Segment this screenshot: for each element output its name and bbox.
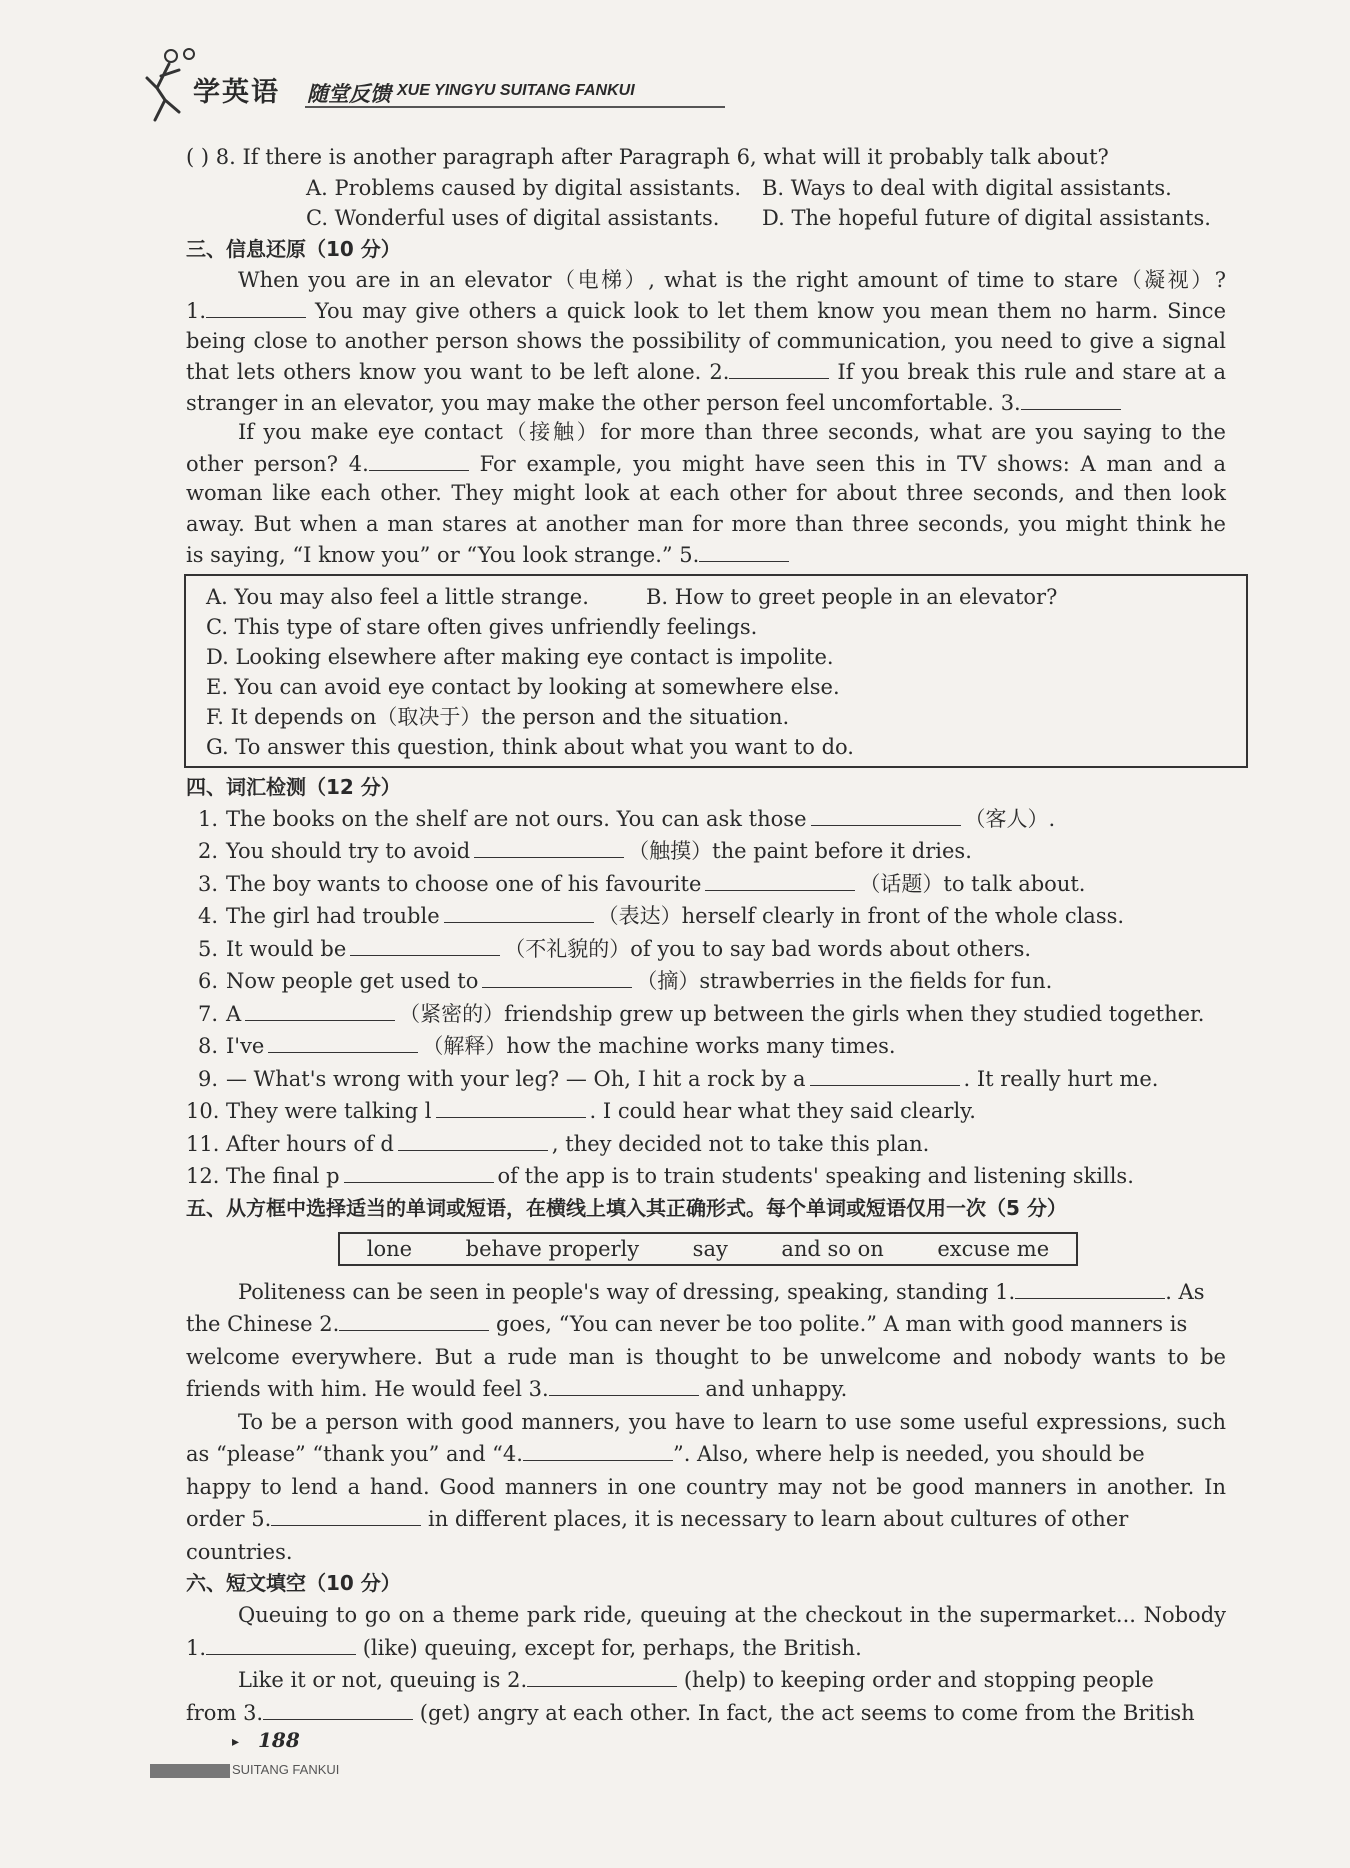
- s6-line: [186, 1664, 1226, 1697]
- item-text: （紧密的）friendship grew up between the girls when they studied together.: [399, 1001, 1205, 1026]
- item-text: （话题）to talk about.: [859, 871, 1086, 896]
- s3-line: away. But when a man stares at another man for more than three seconds, you might think he: [186, 511, 1226, 536]
- s5-text: friends with him. He would feel: [186, 1377, 522, 1401]
- item-text: , they decided not to take this plan.: [551, 1131, 930, 1156]
- answer-bracket[interactable]: ( ): [186, 145, 210, 169]
- page-content: [186, 142, 1226, 1729]
- vocab-list: [186, 803, 1226, 1193]
- s5-text: as “please” “thank you” and “: [186, 1442, 503, 1466]
- answer-blank[interactable]: [436, 1095, 586, 1118]
- answer-blank[interactable]: [474, 835, 624, 858]
- vocab-item: [186, 965, 1226, 998]
- vocab-item: [186, 1030, 1226, 1063]
- q8-options-row1: [186, 173, 1226, 204]
- answer-blank[interactable]: [705, 868, 855, 891]
- s5-text: the Chinese: [186, 1312, 313, 1336]
- item-text: A: [226, 1001, 242, 1026]
- s5-text: order: [186, 1507, 245, 1531]
- item-text: . It really hurt me.: [963, 1066, 1159, 1091]
- s3-line: [186, 356, 1226, 387]
- blank-number: 5.: [251, 1507, 272, 1531]
- footer-label: SUITANG FANKUI: [232, 1762, 340, 1777]
- item-text: of the app is to train students' speaking and listening skills.: [497, 1164, 1134, 1188]
- item-number: 10.: [186, 1099, 220, 1123]
- item-number: 11.: [186, 1131, 220, 1156]
- item-text: （不礼貌的）of you to say bad words about others.: [504, 936, 1032, 961]
- s5-text: in different places, it is necessary to learn about cultures of other: [428, 1507, 1129, 1531]
- blank-number: 2.: [709, 360, 730, 384]
- answer-blank[interactable]: [369, 448, 469, 471]
- item-text: It would be: [226, 936, 347, 961]
- s5-line: [186, 1503, 1226, 1536]
- blank-number: 4.: [348, 451, 369, 476]
- word-option: and so on: [781, 1236, 884, 1261]
- s3-line: When you are in an elevator（电梯）, what is the right amount of time to stare（凝视）?: [238, 267, 1226, 292]
- s5-line: welcome everywhere. But a rude man is thought to be unwelcome and nobody wants to be: [186, 1344, 1226, 1369]
- blank-number: 1.: [186, 299, 207, 323]
- header-rule: [305, 106, 725, 108]
- blank-number: 1.: [995, 1279, 1016, 1304]
- s5-text: and unhappy.: [705, 1377, 848, 1401]
- item-number: 7.: [197, 1001, 218, 1026]
- vocab-item: [186, 868, 1226, 901]
- item-text: The books on the shelf are not ours. You can ask those: [226, 806, 807, 831]
- q8-option-c[interactable]: C. Wonderful uses of digital assistants.: [306, 206, 720, 230]
- item-number: 1.: [197, 806, 218, 831]
- blank-number: 2.: [507, 1668, 528, 1692]
- s5-text: Politeness can be seen in people's way of dressing, speaking, standing: [238, 1279, 989, 1304]
- answer-blank[interactable]: [549, 1373, 699, 1396]
- word-option: behave properly: [465, 1236, 640, 1261]
- vocab-item: [186, 1160, 1226, 1193]
- item-text: After hours of d: [226, 1131, 394, 1156]
- q8-question: [186, 142, 1226, 173]
- vocab-item: [186, 835, 1226, 868]
- item-number: 12.: [186, 1164, 220, 1188]
- vocab-item: [186, 933, 1226, 966]
- word-option: excuse me: [937, 1236, 1050, 1261]
- q8-option-a[interactable]: A. Problems caused by digital assistants.: [306, 175, 742, 200]
- answer-blank[interactable]: [699, 539, 789, 562]
- option-g: G. To answer this question, think about what you want to do.: [206, 734, 854, 759]
- item-text: The girl had trouble: [226, 904, 440, 928]
- page-footer: [150, 1728, 450, 1788]
- s6-text: from: [186, 1700, 237, 1725]
- blank-number: 3.: [1000, 390, 1021, 415]
- option-a: A. You may also feel a little strange.: [206, 584, 589, 609]
- q8-option-d[interactable]: D. The hopeful future of digital assistants.: [762, 206, 1211, 230]
- page-number: 188: [258, 1728, 300, 1752]
- vocab-item: [186, 900, 1226, 933]
- s5-line: [186, 1438, 1226, 1471]
- answer-blank[interactable]: [523, 1438, 673, 1461]
- answer-blank[interactable]: [263, 1697, 413, 1720]
- brand-title: 学英语: [193, 77, 280, 108]
- answer-blank[interactable]: [344, 1160, 494, 1183]
- section-4-title: 四、词汇检测（12 分）: [186, 774, 401, 799]
- s5-line: [186, 1373, 1226, 1406]
- s3-text: that lets others know you want to be left alone.: [186, 360, 702, 384]
- item-text: （摘）strawberries in the fields for fun.: [636, 969, 1053, 993]
- vocab-item: [186, 1128, 1226, 1161]
- runner-logo-icon: [135, 48, 199, 126]
- option-c: C. This type of stare often gives unfriendly feelings.: [206, 614, 758, 639]
- s3-text: For example, you might have seen this in TV shows: A man and a: [479, 451, 1226, 476]
- item-text: （表达）herself clearly in front of the whole class.: [597, 904, 1125, 928]
- blank-number: 5.: [679, 543, 700, 567]
- word-option: say: [692, 1236, 728, 1261]
- answer-blank[interactable]: [339, 1308, 489, 1331]
- option-f: F. It depends on（取决于）the person and the situation.: [206, 704, 790, 729]
- s3-text: You may give others a quick look to let them know you mean them no harm. Since: [314, 299, 1226, 323]
- vocab-item: [186, 1095, 1226, 1128]
- s6-text: (get) angry at each other. In fact, the act seems to come from the British: [419, 1700, 1195, 1725]
- answer-blank[interactable]: [206, 1632, 356, 1655]
- s3-line: being close to another person shows the possibility of communication, you need to give a signal: [186, 328, 1226, 353]
- s3-line: [186, 539, 1226, 570]
- footer-logo: [150, 1764, 230, 1778]
- section-5-passage: [186, 1276, 1226, 1569]
- blank-number: 3.: [243, 1700, 264, 1725]
- item-number: 8.: [197, 1034, 218, 1058]
- answer-blank[interactable]: [350, 933, 500, 956]
- answer-blank[interactable]: [444, 900, 594, 923]
- item-text: The final p: [226, 1164, 340, 1188]
- brand-pinyin: XUE YINGYU SUITANG FANKUI: [397, 82, 635, 99]
- s6-line: Queuing to go on a theme park ride, queuing at the checkout in the supermarket... Nobody: [238, 1603, 1226, 1627]
- item-text: — What's wrong with your leg? — Oh, I hit a rock by a: [226, 1066, 806, 1091]
- blank-number: 2.: [319, 1312, 340, 1336]
- vocab-item: [186, 1063, 1226, 1096]
- s5-text: goes, “You can never be too polite.” A man with good manners is: [495, 1312, 1188, 1336]
- options-row: [206, 582, 1246, 612]
- s5-line: countries.: [186, 1539, 293, 1564]
- s6-text: (help) to keeping order and stopping people: [683, 1668, 1154, 1692]
- vocab-item: [186, 998, 1226, 1031]
- s5-line: [186, 1308, 1226, 1341]
- s3-line: [186, 448, 1226, 479]
- answer-blank[interactable]: [729, 356, 829, 379]
- item-text: . I could hear what they said clearly.: [589, 1099, 976, 1123]
- q8-option-b[interactable]: B. Ways to deal with digital assistants.: [762, 175, 1172, 200]
- q8-options-row2: [186, 203, 1226, 234]
- play-arrow-icon: ▸: [232, 1734, 240, 1750]
- s3-text: If you break this rule and stare at a: [837, 360, 1227, 384]
- item-number: 5.: [197, 936, 218, 961]
- answer-blank[interactable]: [271, 1503, 421, 1526]
- item-number: 4.: [197, 904, 218, 928]
- option-e: E. You can avoid eye contact by looking at somewhere else.: [206, 674, 840, 699]
- s3-text: stranger in an elevator, you may make the other person feel uncomfortable.: [186, 390, 994, 415]
- section-6-title: 六、短文填空（10 分）: [186, 1571, 401, 1595]
- item-text: （触摸）the paint before it dries.: [628, 839, 972, 863]
- section-6-passage: [186, 1599, 1226, 1729]
- answer-blank[interactable]: [482, 965, 632, 988]
- item-text: （客人）.: [964, 806, 1056, 831]
- answer-blank[interactable]: [1021, 387, 1121, 410]
- item-text: I've: [226, 1034, 265, 1058]
- item-number: 3.: [197, 871, 218, 896]
- item-text: The boy wants to choose one of his favourite: [226, 871, 702, 896]
- page-header: [135, 48, 735, 128]
- answer-blank[interactable]: [268, 1030, 418, 1053]
- item-text: Now people get used to: [226, 969, 479, 993]
- vocab-item: [186, 803, 1226, 836]
- item-number: 2.: [197, 839, 218, 863]
- answer-blank[interactable]: [811, 803, 961, 826]
- answer-blank[interactable]: [206, 295, 306, 318]
- s3-text: is saying, “I know you” or “You look strange.”: [186, 543, 673, 567]
- s5-line: To be a person with good manners, you have to learn to use some useful expressions, such: [238, 1409, 1226, 1434]
- s6-line: [186, 1697, 1226, 1730]
- item-text: You should try to avoid: [226, 839, 471, 863]
- s3-line: [186, 387, 1226, 418]
- answer-blank[interactable]: [398, 1128, 548, 1151]
- item-text: （解释）how the machine works many times.: [422, 1034, 896, 1058]
- s5-text: ”. Also, where help is needed, you should be: [672, 1442, 1145, 1466]
- s6-text: Like it or not, queuing is: [238, 1668, 501, 1692]
- section-3-options-box: [184, 574, 1248, 768]
- item-number: 6.: [197, 969, 218, 993]
- s3-line: If you make eye contact（接触）for more than three seconds, what are you saying to the: [238, 420, 1226, 444]
- q8-text: 8. If there is another paragraph after Paragraph 6, what will it probably talk about?: [215, 145, 1109, 169]
- item-number: 9.: [197, 1066, 218, 1091]
- s6-line: [186, 1632, 1226, 1665]
- s5-text: . As: [1165, 1279, 1205, 1304]
- s3-line: woman like each other. They might look at each other for about three seconds, and then look: [186, 481, 1226, 505]
- blank-number: 3.: [528, 1377, 549, 1401]
- s5-line: happy to lend a hand. Good manners in one country may not be good manners in another. In: [186, 1474, 1226, 1499]
- s5-line: [186, 1276, 1226, 1309]
- answer-blank[interactable]: [810, 1063, 960, 1086]
- blank-number: 1.: [186, 1635, 207, 1660]
- section-3-title: 三、信息还原（10 分）: [186, 236, 401, 261]
- s3-text: other person?: [186, 451, 338, 476]
- answer-blank[interactable]: [245, 998, 395, 1021]
- section-5-title: 五、从方框中选择适当的单词或短语，在横线上填入其正确形式。每个单词或短语仅用一次（5 分）: [186, 1195, 1067, 1220]
- blank-number: 4.: [502, 1442, 523, 1466]
- option-b: B. How to greet people in an elevator?: [646, 584, 1058, 609]
- answer-blank[interactable]: [527, 1664, 677, 1687]
- s6-text: (like) queuing, except for, perhaps, the British.: [362, 1635, 862, 1660]
- brand-subtitle: 随堂反馈: [307, 81, 391, 106]
- option-d: D. Looking elsewhere after making eye contact is impolite.: [206, 644, 834, 669]
- item-text: They were talking l: [226, 1099, 432, 1123]
- word-option: lone: [366, 1236, 413, 1261]
- s3-line: [186, 295, 1226, 326]
- answer-blank[interactable]: [1015, 1276, 1165, 1299]
- word-bank: [338, 1232, 1078, 1266]
